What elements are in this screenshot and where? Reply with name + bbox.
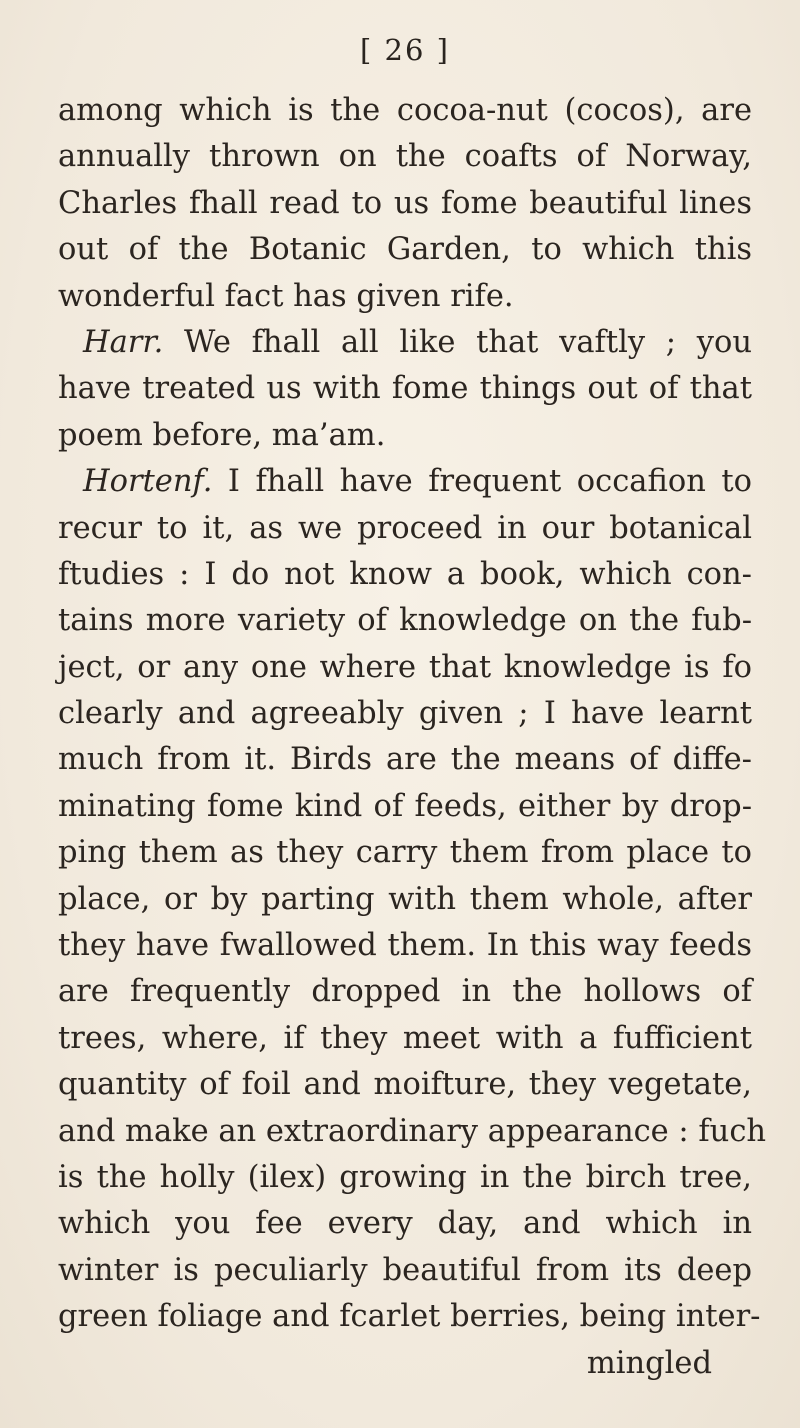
- text-line: ping them as they carry them from place to: [58, 835, 752, 871]
- text-line: minating fome kind of feeds, either by drop-: [58, 788, 752, 824]
- text-line: green foliage and fcarlet berries, being inter-: [58, 1299, 761, 1335]
- dialogue-line: [58, 459, 752, 505]
- text-line: winter is peculiarly beautiful from its deep: [58, 1252, 752, 1288]
- text-line: have treated us with fome things out of that: [58, 371, 752, 407]
- dialogue-text: We fhall all like that vaftly ; you: [184, 324, 752, 360]
- text-line: and make an extraordinary appearance : fuch: [58, 1113, 767, 1149]
- text-line: clearly and agreeably given ; I have learnt: [58, 696, 752, 732]
- text-line: Charles fhall read to us fome beautiful lines: [58, 185, 752, 221]
- text-line: tains more variety of knowledge on the fub-: [58, 603, 752, 639]
- text-line: among which is the cocoa-nut (cocos), are: [58, 93, 752, 128]
- text-line: ject, or any one where that knowledge is fo: [58, 649, 752, 685]
- speaker-name: Harr.: [83, 324, 164, 360]
- text-line: recur to it, as we proceed in our botanical: [58, 510, 752, 546]
- text-line: much from it. Birds are the means of diffe-: [58, 742, 752, 778]
- text-line: wonderful fact has given rife.: [58, 278, 514, 314]
- text-line: quantity of foil and moifture, they vegetate,: [58, 1067, 752, 1103]
- text-line: are frequently dropped in the hollows of: [58, 974, 752, 1010]
- text-line: trees, where, if they meet with a fufficient: [58, 1020, 752, 1056]
- dialogue-text: I fhall have frequent occafion to: [227, 464, 752, 500]
- text-line: place, or by parting with them whole, after: [58, 881, 752, 917]
- body-text: [58, 88, 767, 1387]
- text-line: poem before, ma’am.: [58, 417, 386, 453]
- page-number: [ 26 ]: [360, 33, 450, 67]
- text-line: they have fwallowed them. In this way feeds: [58, 928, 752, 964]
- speaker-name: Hortenf.: [83, 464, 213, 500]
- text-line: annually thrown on the coafts of Norway,: [58, 139, 752, 175]
- dialogue-line: [58, 320, 752, 366]
- text-line: which you fee every day, and which in: [58, 1206, 752, 1242]
- text-line: ftudies : I do not know a book, which con-: [58, 556, 752, 592]
- catchword: mingled: [586, 1345, 712, 1381]
- text-line: out of the Botanic Garden, to which this: [58, 232, 752, 268]
- text-line: is the holly (ilex) growing in the birch tree,: [58, 1159, 752, 1195]
